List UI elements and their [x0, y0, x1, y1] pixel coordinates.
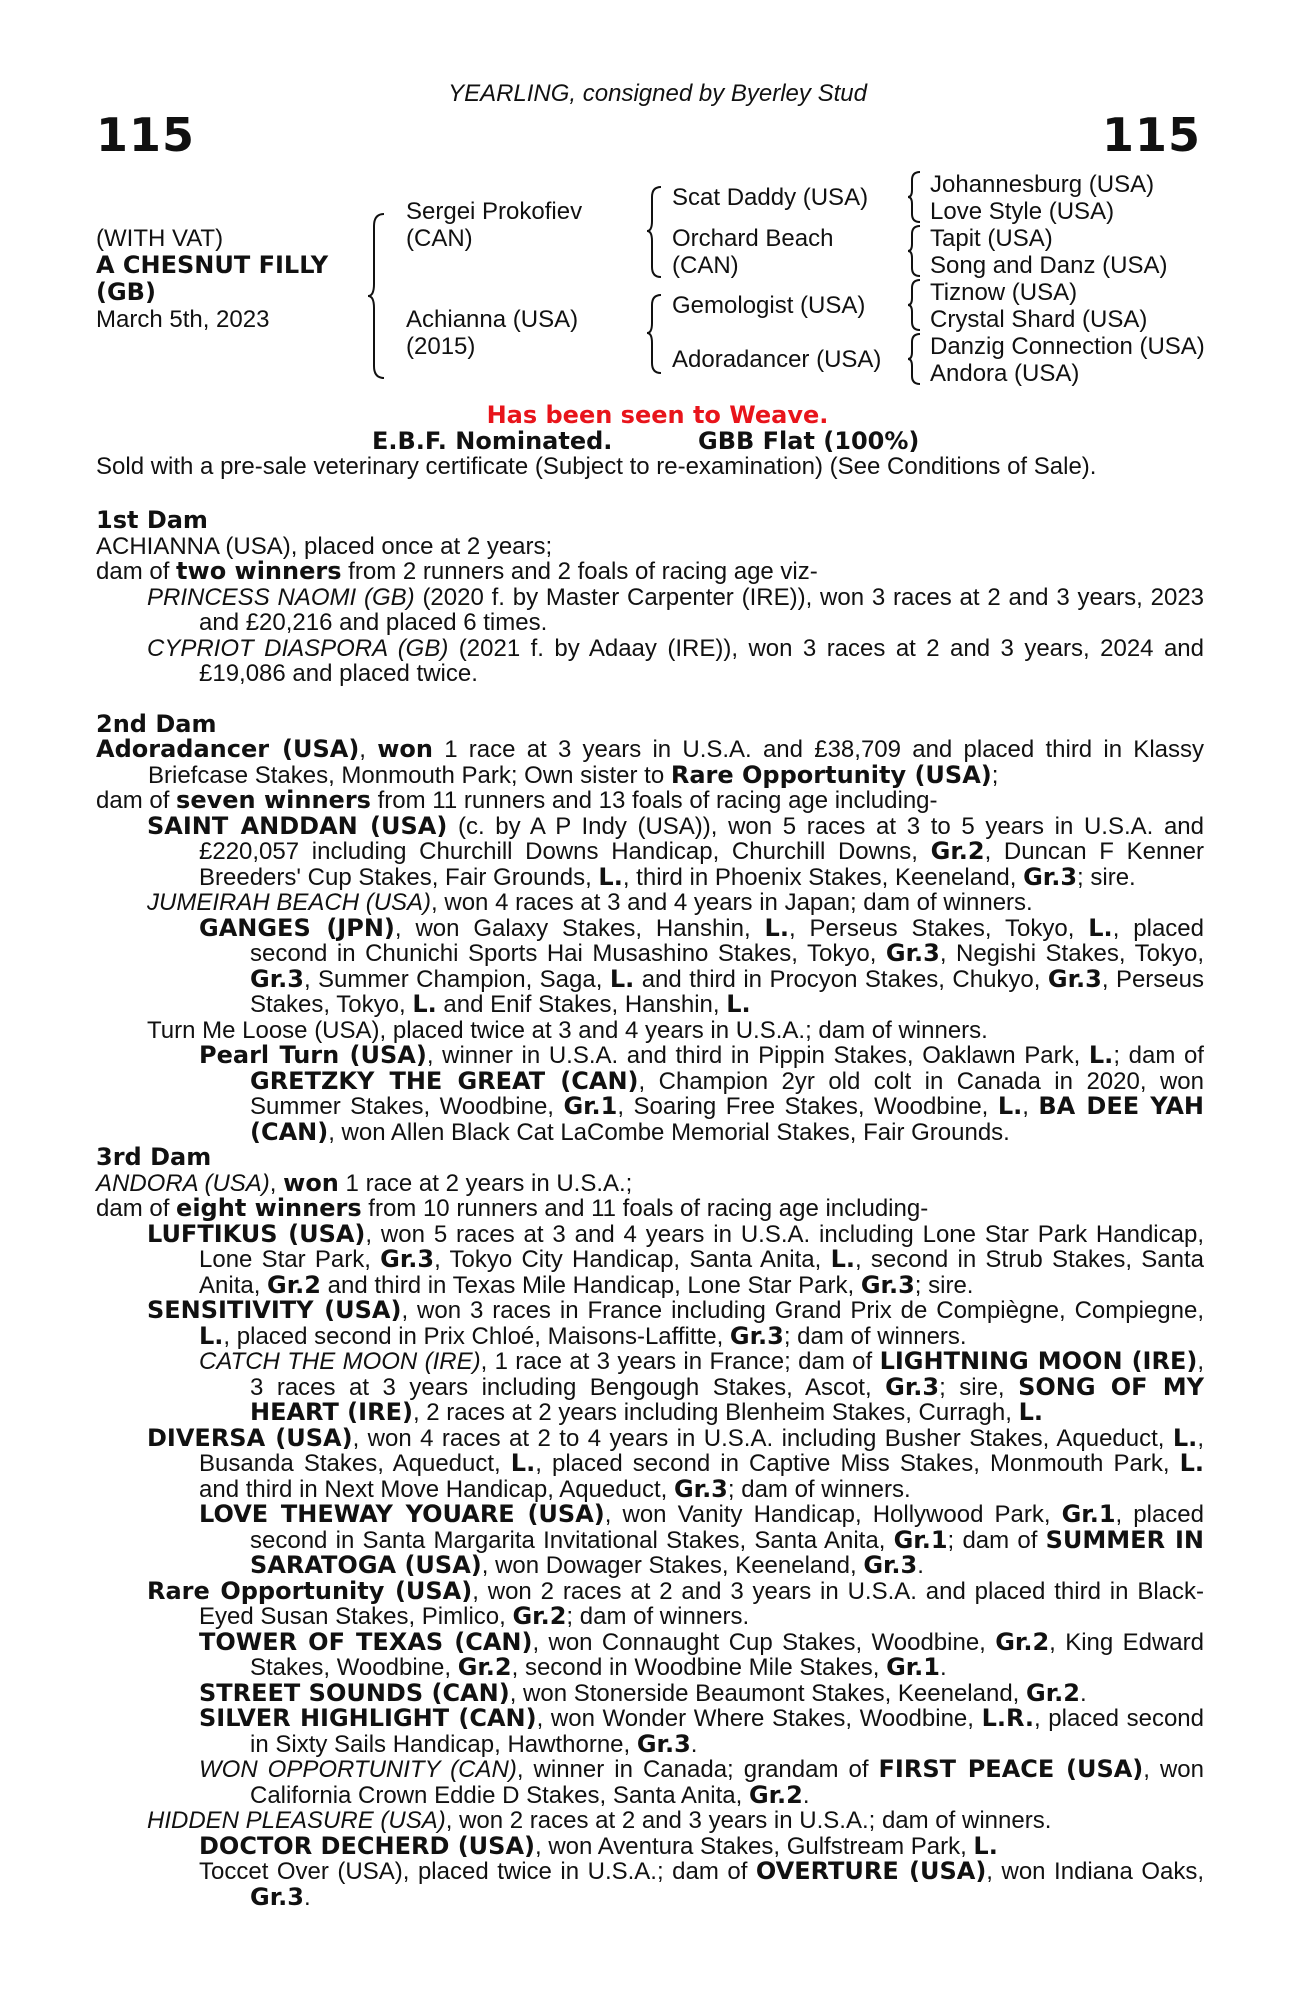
produce-entry: STREET SOUNDS (CAN), won Stonerside Beaumont Stakes, Keeneland, Gr.2. — [199, 1678, 1087, 1707]
horse-name: A CHESNUT FILLY — [96, 251, 329, 279]
dd-dam: Andora (USA) — [930, 360, 1080, 387]
gen3-brace-2 — [906, 224, 924, 278]
sire-dam-country: (CAN) — [672, 252, 739, 279]
produce-entry: HIDDEN PLEASURE (USA), won 2 races at 2 and 3 years in U.S.A.; dam of winners. — [147, 1807, 1052, 1834]
produce-entry: Toccet Over (USA), placed twice in U.S.A.; dam of OVERTURE (USA), won Indiana Oaks, Gr.3. — [199, 1857, 1204, 1911]
sire-country: (CAN) — [406, 225, 473, 252]
ds-sire: Tiznow (USA) — [930, 279, 1078, 306]
produce-entry: Turn Me Loose (USA), placed twice at 3 and 4 years in U.S.A.; dam of winners. — [147, 1016, 988, 1044]
consignor-line: YEARLING, consigned by Byerley Stud — [448, 80, 867, 107]
produce-entry: DOCTOR DECHERD (USA), won Aventura Stakes, Gulfstream Park, L. — [199, 1831, 998, 1860]
sire-name: Sergei Prokofiev — [406, 198, 583, 225]
sire-sire: Scat Daddy (USA) — [672, 184, 869, 211]
lot-number-right: 115 — [1101, 108, 1201, 162]
produce-entry: PRINCESS NAOMI (GB) (2020 f. by Master Carpenter (IRE)), won 3 races at 2 and 3 years, 2023 and £20,216 and placed 6 times. — [147, 583, 1205, 636]
sire-dam: Orchard Beach — [672, 225, 834, 252]
sd-sire: Tapit (USA) — [930, 225, 1053, 252]
gbb-note: GBB Flat (100%) — [698, 427, 920, 455]
ss-sire: Johannesburg (USA) — [930, 171, 1155, 198]
produce-entry: DIVERSA (USA), won 4 races at 2 to 4 years in U.S.A. including Busher Stakes, Aqueduct, L., Busanda Stakes, Aqueduct, L., placed second in Captive Miss Stakes, Monmouth Park, L. and third in Next Move Handicap, Aqueduct, Gr.3; dam of winners. — [147, 1423, 1204, 1503]
foaling-date: March 5th, 2023 — [96, 306, 270, 333]
weave-note: Has been seen to Weave. — [486, 401, 829, 429]
vet-note: Sold with a pre-sale veterinary certificate (Subject to re-examination) (See Conditions of Sale). — [96, 453, 1097, 480]
produce-entry: SENSITIVITY (USA), won 3 races in France including Grand Prix de Compiègne, Compiegne, L., placed second in Prix Chloé, Maisons-Laffitte, Gr.3; dam of winners. — [147, 1296, 1204, 1350]
dam-brace — [645, 293, 665, 375]
third-dam-record: ANDORA (USA), won 1 race at 2 years in U.S.A.; — [96, 1168, 633, 1197]
produce-entry: Pearl Turn (USA), winner in U.S.A. and third in Pippin Stakes, Oaklawn Park, L.; dam of GRETZKY THE GREAT (CAN), Champion 2yr old colt in Canada in 2020, won Summer Stakes, Woodbine, Gr.1, Soaring Free Stakes, Woodbine, L., BA DEE YAH (CAN), won Allen Black Cat LaCombe Memorial Stakes, Fair Grounds. — [199, 1041, 1205, 1146]
produce-entry: LOVE THEWAY YOUARE (USA), won Vanity Handicap, Hollywood Park, Gr.1, placed second in Santa Margarita Invitational Stakes, Santa Anita, Gr.1; dam of SUMMER IN SARATOGA (USA), won Dowager Stakes, Keeneland, Gr.3. — [199, 1500, 1204, 1579]
second-dam-record: Adoradancer (USA), won 1 race at 3 years in U.S.A. and £38,709 and placed third in Klassy Briefcase Stakes, Monmouth Park; Own sister to Rare Opportunity (USA); — [96, 735, 1204, 789]
ds-dam: Crystal Shard (USA) — [930, 306, 1148, 333]
produce-entry: GANGES (JPN), won Galaxy Stakes, Hanshin, L., Perseus Stakes, Tokyo, L., placed second in Chunichi Sports Hai Musashino Stakes, Tokyo, Gr.3, Negishi Stakes, Tokyo, Gr.3, Summer Champion, Saga, L. and third in Procyon Stakes, Chukyo, Gr.3, Perseus Stakes, Tokyo, L. and Enif Stakes, Hanshin, L. — [199, 913, 1204, 1018]
produce-entry: WON OPPORTUNITY (CAN), winner in Canada; grandam of FIRST PEACE (USA), won California Crown Eddie D Stakes, Santa Anita, Gr.2. — [199, 1755, 1205, 1809]
gen3-brace-4 — [906, 332, 924, 386]
produce-entry: CYPRIOT DIASPORA (GB) (2021 f. by Adaay (IRE)), won 3 races at 2 and 3 years, 2024 and £19,086 and placed twice. — [147, 634, 1204, 687]
sire-brace — [645, 185, 665, 279]
dam-name: Achianna (USA) — [406, 306, 579, 333]
dam-dam: Adoradancer (USA) — [672, 346, 882, 373]
gen3-brace-3 — [906, 278, 924, 332]
second-dam-heading: 2nd Dam — [96, 709, 217, 738]
third-dam-heading: 3rd Dam — [96, 1143, 212, 1171]
vat-label: (WITH VAT) — [96, 225, 224, 252]
produce-entry: JUMEIRAH BEACH (USA), won 4 races at 3 and 4 years in Japan; dam of winners. — [147, 889, 1033, 916]
dam-sire: Gemologist (USA) — [672, 292, 866, 319]
produce-entry: SAINT ANDDAN (USA) (c. by A P Indy (USA)), won 5 races at 3 to 5 years in U.S.A. and £220,057 including Churchill Downs Handicap, Churchill Downs, Gr.2, Duncan F Kenner Breeders' Cup Stakes, Fair Grounds, L., third in Phoenix Stakes, Keeneland, Gr.3; sire. — [147, 811, 1205, 891]
produce-entry: LUFTIKUS (USA), won 5 races at 3 and 4 years in U.S.A. including Lone Star Park Handicap, Lone Star Park, Gr.3, Tokyo City Handicap, Santa Anita, L., second in Strub Stakes, Santa Anita, Gr.2 and third in Texas Mile Handicap, Lone Star Park, Gr.3; sire. — [147, 1219, 1205, 1299]
gen3-brace-1 — [906, 170, 924, 224]
produce-entry: TOWER OF TEXAS (CAN), won Connaught Cup Stakes, Woodbine, Gr.2, King Edward Stakes, Woodbine, Gr.2, second in Woodbine Mile Stakes, Gr.1. — [199, 1627, 1204, 1681]
dd-sire: Danzig Connection (USA) — [930, 333, 1205, 360]
produce-entry: CATCH THE MOON (IRE), 1 race at 3 years in France; dam of LIGHTNING MOON (IRE), 3 races at 3 years including Bengough Stakes, Ascot, Gr.3; sire, SONG OF MY HEART (IRE), 2 races at 2 years including Blenheim Stakes, Curragh, L. — [199, 1347, 1205, 1426]
pedigree-brace-main — [366, 212, 390, 380]
produce-entry: SILVER HIGHLIGHT (CAN), won Wonder Where Stakes, Woodbine, L.R., placed second in Sixty Sails Handicap, Hawthorne, Gr.3. — [199, 1704, 1204, 1758]
first-dam-heading: 1st Dam — [96, 506, 208, 534]
lot-number-left: 115 — [96, 108, 196, 162]
horse-country: (GB) — [96, 278, 156, 306]
produce-record: 1st Dam ACHIANNA (USA), placed once at 2 years; dam of two winners from 2 runners and 2 foals of racing age viz- PRINCESS NAOMI (GB) (2020 f. by Master Carpenter (IRE)), won 3 races at 2 and 3 years, 2023 and £20,216 and placed 6 times. CYPRIOT DIASPORA (GB) (2021 f. by Adaay (IRE)), won 3 races at 2 and 3 years, 2024 and £19,086 and placed twice. 2nd Dam Adoradancer (USA), won 1 race at 3 years in U.S.A. and £38,709 and placed third in Klassy Briefcase Stakes, Monmouth Park; Own sister to Rare Opportunity (USA); dam of seven winners from 11 runners and 13 foals of racing age including- SAINT ANDDAN (USA) (c. by A P Indy (USA)), won 5 races at 3 to 5 years in U.S.A. and £220,057 including Churchill Downs Handicap, Churchill Downs, Gr.2, Duncan F Kenner Breeders' Cup Stakes, Fair Grounds, L., third in Phoenix Stakes, Keeneland, Gr.3; sire. JUMEIRAH BEACH (USA), won 4 races at 3 and 4 years in Japan; dam of winners. GANGES (JPN), won Galaxy Stakes, Hanshin, L., Perseus Stakes, Tokyo, L., placed second in Chunichi Sports Hai Musashino Stakes, Tokyo, Gr.3, Negishi Stakes, Tokyo, Gr.3, Summer Champion, Saga, L. and third in Procyon Stakes, Chukyo, Gr.3, Perseus Stakes, Tokyo, L. and Enif Stakes, Hanshin, L. Turn Me Loose (USA), placed twice at 3 and 4 years in U.S.A.; dam of winners. Pearl Turn (USA), winner in U.S.A. and third in Pippin Stakes, Oaklawn Park, L.; dam of GRETZKY THE GREAT (CAN), Champion 2yr old colt in Canada in 2020, won Summer Stakes, Woodbine, Gr.1, Soaring Free Stakes, Woodbine, L., BA DEE YAH (CAN), won Allen Black Cat LaCombe Memorial Stakes, Fair Grounds. 3rd Dam ANDORA (USA), won 1 race at 2 years in U.S.A.; dam of eight winners from 10 runners and 11 foals of racing age including- LUFTIKUS (USA), won 5 races at 3 and 4 years in U.S.A. including Lone Star Park Handicap, Lone Star Park, Gr.3, Tokyo City Handicap, Santa Anita, L., second in Strub Stakes, Santa Anita, Gr.2 and third in Texas Mile Handicap, Lone Star Park, Gr.3; sire. SENSITIVITY (USA), won 3 races in France including Grand Prix de Compiègne, Compiegne, L., placed second in Prix Chloé, Maisons-Laffitte, Gr.3; dam of winners. CATCH THE MOON (IRE), 1 race at 3 years in France; dam of LIGHTNING MOON (IRE), 3 races at 3 years including Bengough Stakes, Ascot, Gr.3; sire, SONG OF MY HEART (IRE), 2 races at 2 years including Blenheim Stakes, Curragh, L. DIVERSA (USA), won 4 races at 2 to 4 years in U.S.A. including Busher Stakes, Aqueduct, L., Busanda Stakes, Aqueduct, L., placed second in Captive Miss Stakes, Monmouth Park, L. and third in Next Move Handicap, Aqueduct, Gr.3; dam of winners. LOVE THEWAY YOUARE (USA), won Vanity Handicap, Hollywood Park, Gr.1, placed second in Santa Margarita Invitational Stakes, Santa Anita, Gr.1; dam of SUMMER IN SARATOGA (USA), won Dowager Stakes, Keeneland, Gr.3. Rare Opportunity (USA), won 2 races at 2 and 3 years in U.S.A. and placed third in Black-Eyed Susan Stakes, Pimlico, Gr.2; dam of winners. TOWER OF TEXAS (CAN), won Connaught Cup Stakes, Woodbine, Gr.2, King Edward Stakes, Woodbine, Gr.2, second in Woodbine Mile Stakes, Gr.1. STREET SOUNDS (CAN), won Stonerside Beaumont Stakes, Keeneland, Gr.2. SILVER HIGHLIGHT (CAN), won Wonder Where Stakes, Woodbine, L.R., placed second in Sixty Sails Handicap, Hawthorne, Gr.3. WON OPPORTUNITY (CAN), winner in Canada; grandam of FIRST PEACE (USA), won California Crown Eddie D Stakes, Santa Anita, Gr.2. HIDDEN PLEASURE (USA), won 2 races at 2 and 3 years in U.S.A.; dam of winners. DOCTOR DECHERD (USA), won Aventura Stakes, Gulfstream Park, L. Toccet Over (USA), placed twice in U.S.A.; dam of OVERTURE (USA), won Indiana Oaks, Gr.3. — [96, 506, 1205, 1911]
first-dam-record: ACHIANNA (USA), placed once at 2 years; — [96, 532, 553, 560]
ebf-note: E.B.F. Nominated. — [372, 427, 613, 455]
produce-entry: Rare Opportunity (USA), won 2 races at 2 and 3 years in U.S.A. and placed third in Black-Eyed Susan Stakes, Pimlico, Gr.2; dam of winners. — [147, 1576, 1204, 1630]
dam-year: (2015) — [406, 333, 476, 360]
sd-dam: Song and Danz (USA) — [930, 252, 1168, 279]
ss-dam: Love Style (USA) — [930, 198, 1115, 225]
